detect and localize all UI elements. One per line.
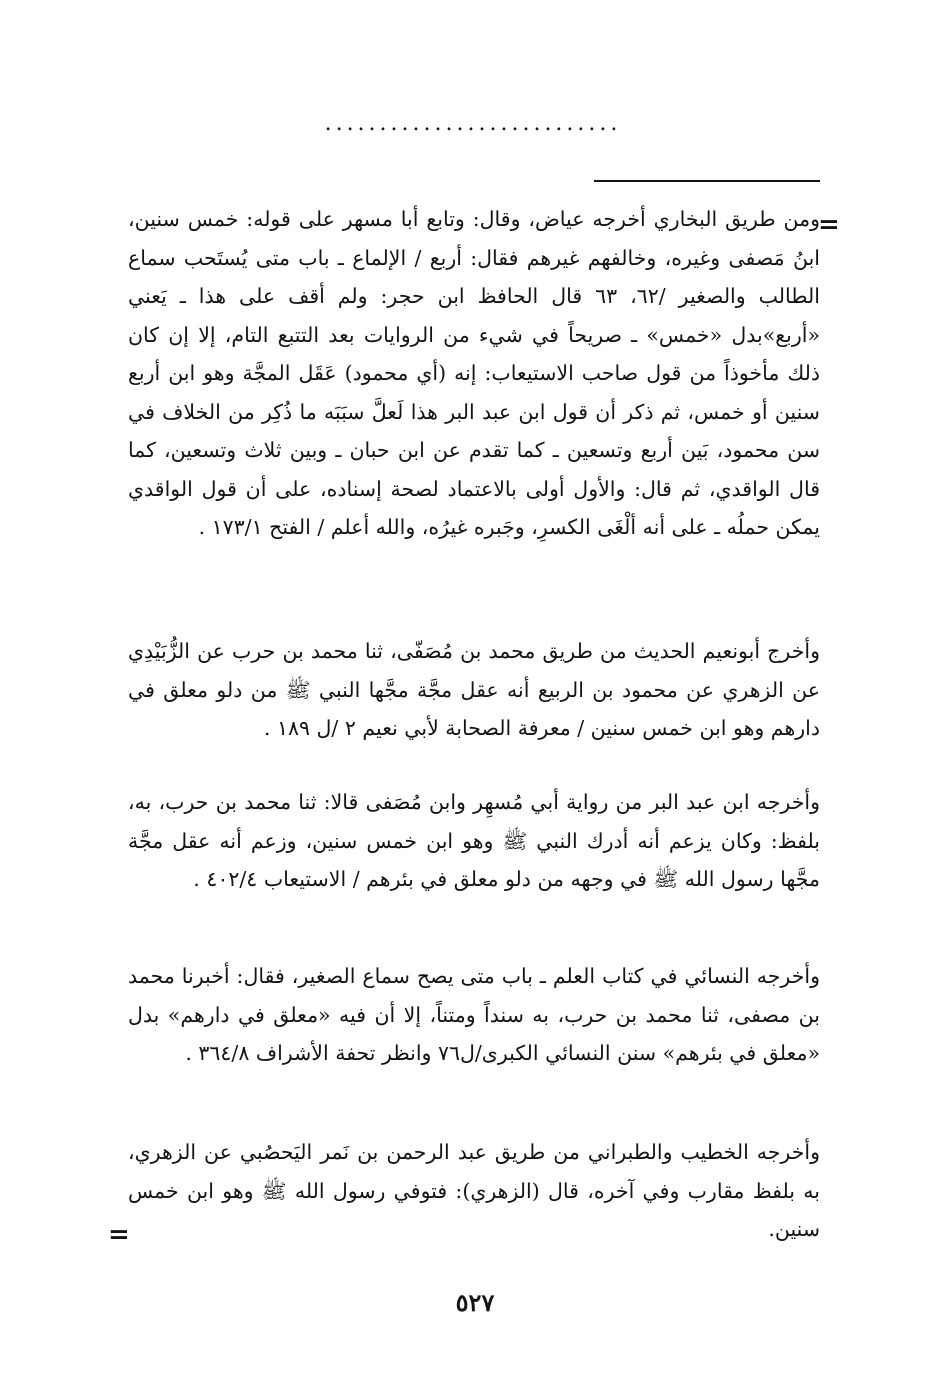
footnote-rule [594,180,820,182]
footnote-paragraph: وأخرجه الخطيب والطبراني من طريق عبد الرحمن بن نَمر اليَحصُبي عن الزهري، به بلفظ مقارب وفي آخره، قال (الزهري): فتوفي رسول الله ﷺ وهو ابن خمس سنين. [128,1140,820,1241]
footnote-continuation-mark-top: = [818,210,840,240]
footnote-paragraph: وأخرج أبونعيم الحديث من طريق محمد بن مُصَفّى، ثنا محمد بن حرب عن الزُّبَيْدِي عن الزهري عن محمود بن الربيع أنه عقل مجَّة مجَّها النبي ﷺ من دلو معلق في دارهم وهو ابن خمس سنين / معرفة الصحابة لأبي نعيم ٢ /ل ١٨٩ . [128,639,820,740]
separator-dots: ........................... [324,112,622,136]
footnote-paragraph: ومن طريق البخاري أخرجه عياض، وقال: وتابع أبا مسهر على قوله: خمس سنين، ابنُ مَصفى وغيره، وخالفهم غيرهم فقال: أربع / الإلماع ـ باب متى يُستَحب سماع الطالب والصغير /٦٢، ٦٣ قال الحافظ ابن حجر: ولم أقف على هذا ـ يَعني «أربع»بدل «خمس» ـ صريحاً في شيء من الروايات بعد التتبع التام، إلا إن كان ذلك مأخوذاً من قول صاحب الاستيعاب: إنه (أي محمود) عَقَل المجَّة وهو ابن أربع سنين أو خمس، ثم ذكر أن قول ابن عبد البر هذا لَعلَّ سبَبَه ما ذُكِر من الخلاف في سن محمود، بَين أربع وتسعين ـ كما تقدم عن ابن حبان ـ وبين ثلاث وتسعين، كما قال الواقدي، ثم قال: والأول أولى بالاعتماد لصحة إسناده، على أن قول الواقدي يمكن حملُه ـ على أنه ألْغَى الكسرِ، وجَبره غيرُه، والله أعلم / الفتح ١٧٣/١ . [128,207,820,539]
footnote-continuation-mark-bottom: = [108,1220,130,1250]
page-number: ٥٢٧ [455,1288,495,1317]
footnote-paragraph: وأخرجه النسائي في كتاب العلم ـ باب متى يصح سماع الصغير، فقال: أخبرنا محمد بن مصفى، ثنا محمد بن حرب، به سنداً ومتناً، إلا أن فيه «معلق في دارهم» بدل «معلق في بئرهم» سنن النسائي الكبرى/ل٧٦ وانظر تحفة الأشراف ٣٦٤/٨ . [128,964,820,1065]
footnote-paragraph: وأخرجه ابن عبد البر من رواية أبي مُسهِر وابن مُصَفى قالا: ثنا محمد بن حرب، به، بلفظ: وكان يزعم أنه أدرك النبي ﷺ وهو ابن خمس سنين، وزعم أنه عقل مجَّة مجَّها رسول الله ﷺ في وجهه من دلو معلق في بئرهم / الاستيعاب ٤٠٢/٤ . [128,790,820,891]
